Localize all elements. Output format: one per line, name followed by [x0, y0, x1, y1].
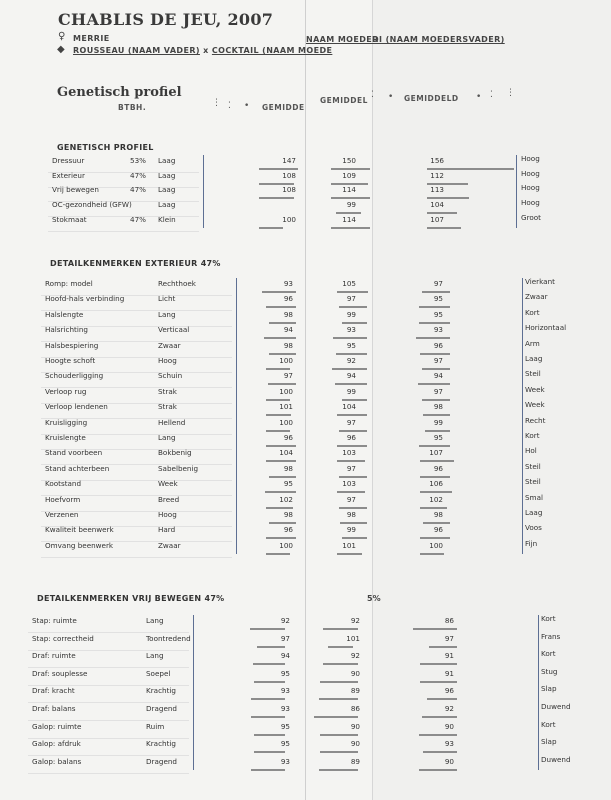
col-header-btbh: BTBH.	[118, 103, 147, 112]
scale-high-label: Kort	[525, 307, 540, 317]
scale-axis-left	[203, 155, 204, 228]
value-bar	[266, 460, 296, 462]
dam-link[interactable]: COCKTAIL (NAAM MOEDE	[211, 46, 333, 55]
value-bar	[259, 197, 294, 199]
value-bar	[266, 306, 296, 308]
scale-low-label: Hoog	[158, 510, 177, 519]
value-bar	[254, 681, 285, 683]
scale-low-label: Toontredend	[146, 633, 191, 643]
value-bar	[420, 353, 450, 355]
trait-label: Kootstand	[45, 479, 82, 489]
value-bar	[320, 681, 358, 683]
fold-line	[305, 0, 306, 800]
value-bar	[262, 291, 296, 293]
section-title-vrij-bewegen: DETAILKENMERKEN VRIJ BEWEGEN 47%	[37, 594, 225, 603]
value-bar	[266, 553, 290, 555]
value-bar	[419, 445, 450, 447]
section-title-fragment: 5%	[367, 594, 381, 603]
scale-high-label: Smal	[525, 492, 543, 502]
value-bar	[419, 306, 450, 308]
value-bar	[259, 168, 298, 170]
trait-label: Stap: correctheid	[32, 633, 94, 643]
scale-high-label: Groot	[521, 212, 541, 222]
scale-high-label: Hoog	[521, 154, 540, 163]
value-bar	[416, 337, 450, 339]
scale-low-label: Strak	[158, 386, 177, 396]
value-bar	[420, 663, 457, 665]
scale-low-label: Soepel	[146, 668, 171, 678]
trait-label: Draf: kracht	[32, 686, 75, 696]
scale-high-label: Recht	[525, 415, 546, 425]
value-bar	[333, 337, 367, 339]
scale-low-label: Zwaar	[158, 340, 181, 350]
scale-high-label: Vierkant	[525, 277, 555, 286]
scale-high-label: Hoog	[521, 183, 540, 193]
value-bar	[266, 399, 290, 401]
reliability-percent: 47%	[130, 185, 146, 195]
section-title-exterieur: DETAILKENMERKEN EXTERIEUR 47%	[50, 259, 221, 268]
trait-label: Kruislengte	[45, 433, 86, 442]
trait-label: Halslengte	[45, 309, 84, 319]
value-bar	[427, 212, 457, 214]
col-header-gemiddeld-1: GEMIDDE	[262, 103, 305, 112]
value-bar	[314, 716, 358, 718]
trait-label: Galop: balans	[32, 756, 82, 766]
scale-high-label: Duwend	[541, 702, 571, 711]
trait-label: Halsbespiering	[45, 340, 99, 350]
value-bar	[251, 716, 285, 718]
value-bar	[419, 734, 457, 736]
value-bar	[265, 491, 296, 493]
scale-low-label: Bokbenig	[158, 448, 192, 458]
trait-label: Exterieur	[52, 170, 85, 180]
scale-high-label: Kort	[541, 719, 556, 729]
value-bar	[323, 663, 358, 665]
scale-low-label: Hard	[158, 525, 176, 535]
page-title: CHABLIS DE JEU, 2007	[58, 10, 274, 29]
trait-label: Verloop lendenen	[45, 402, 108, 412]
drag-handle-icon[interactable]: ⋮	[506, 88, 515, 98]
bullet-icon: •	[388, 92, 394, 102]
value-bar	[319, 769, 358, 771]
col-header-gemiddeld-2: GEMIDDEL	[320, 96, 368, 105]
scale-low-label: Klein	[158, 214, 176, 224]
col-header-gemiddeld-3: GEMIDDELD	[404, 94, 459, 103]
reliability-percent: 47%	[130, 214, 146, 224]
trait-label: Draf: ruimte	[32, 651, 76, 661]
scale-high-label: Kort	[541, 614, 556, 623]
scale-high-label: Steil	[525, 461, 541, 471]
trait-label: Dressuur	[52, 156, 85, 165]
value-bar	[422, 716, 457, 718]
scale-high-label: Slap	[541, 684, 557, 694]
value-bar	[266, 430, 290, 432]
trait-label: Draf: souplesse	[32, 668, 88, 678]
value-bar	[254, 751, 285, 753]
value-bar	[423, 522, 450, 524]
scale-high-label: Steil	[525, 369, 541, 379]
scale-high-label: Frans	[541, 631, 561, 641]
row-divider	[28, 773, 189, 774]
trait-label: Romp: model	[45, 279, 93, 288]
value-bar	[269, 353, 296, 355]
drag-handle-icon[interactable]: ⁚	[371, 90, 374, 100]
scale-low-label: Krachtig	[146, 686, 176, 696]
value-bar	[339, 306, 367, 308]
scale-low-label: Laag	[158, 156, 176, 165]
scale-axis-right	[522, 278, 523, 554]
scale-axis-left	[236, 278, 237, 554]
scale-low-label: Lang	[146, 616, 164, 625]
drag-handle-icon[interactable]: ⁚	[490, 90, 493, 100]
trait-label: Vrij bewegen	[52, 185, 99, 195]
value-bar	[254, 734, 285, 736]
value-bar	[269, 522, 296, 524]
value-bar	[337, 460, 365, 462]
value-bar	[251, 698, 285, 700]
scale-low-label: Zwaar	[158, 540, 181, 550]
scale-axis-right	[538, 615, 539, 770]
scale-low-label: Laag	[158, 200, 176, 210]
scale-high-label: Arm	[525, 338, 540, 348]
scale-high-label: Hoog	[521, 198, 540, 208]
value-bar	[339, 507, 367, 509]
value-bar	[423, 751, 457, 753]
trait-label: Stap: ruimte	[32, 616, 77, 625]
gender-label: MERRIE	[73, 34, 110, 43]
value-bar	[420, 491, 452, 493]
value-bar	[422, 399, 450, 401]
value-bar	[337, 553, 362, 555]
scale-high-label: Hoog	[521, 168, 540, 178]
scale-low-label: Laag	[158, 185, 176, 195]
value-bar	[342, 399, 367, 401]
value-bar	[320, 734, 358, 736]
damsire-label: DI (NAAM MOEDERSVADER)	[372, 35, 505, 44]
trait-label: Stand voorbeen	[45, 448, 103, 458]
value-bar	[319, 698, 358, 700]
value-bar	[342, 322, 367, 324]
value-bar	[427, 168, 514, 170]
fold-line	[372, 0, 373, 800]
value-bar	[266, 507, 293, 509]
document-sheet: CHABLIS DE JEU, 2007 ♀ MERRIE ◆ ROUSSEAU (NAAM VADER) x COCKTAIL (NAAM MOEDE NAAM MOEDER DI (NAAM MOEDERSVADER) Genetisch profiel BTBH. ⋮ ⁚ • GEMIDDE GEMIDDEL ⁚ • GEMIDDELD • ⁚ ⋮ GENETISCH PROFIEL DETAILKENMERKEN EXTERIEUR 47% DETAILKENMERKEN VRIJ BEWEGEN 47% 5% Dressuur 53% Laag Hoog 147 150 156 Exterieur 47% Laag Hoog 108 109 112 Vrij bewegen 47% Laag Hoog 108 114 113 OC-gezondheid (GFW) Laag Hoog 99 104 Stokmaat 47% Klein Groot 100 114 107 Romp: model Rechthoek Vierkant 93 105 97 Hoofd-hals verbinding Licht Zwaar 96 97 95 Halslengte Lang Kort 98 99 95 Halsrichting Verticaal Horizontaal 94 93 93 Halsbespiering Zwaar Arm 98 95 96 Hoogte schoft Hoog Laag 100 92 97 Schouderligging Schuin Steil 97 94 94 Verloop rug Strak Week 100 99 97 Verloop lendenen Strak Week 101 104 98 Kruisligging Hellend Recht 100 97 99 Kruislengte Lang Kort 96 96 95 Stand voorbeen Bokbenig Hol 104 103 107 Stand achterbeen Sabelbenig Steil 98 97 96 Kootstand Week Steil 95 103 106 Hoefvorm Breed Smal 102 97 102 Verzenen Hoog Laag 98 98 98 Kwaliteit beenwerk Hard Voos 96 99 96 Omvang beenwerk Zwaar Fijn 100 101 100 Stap: ruimte Lang Kort 92 92 86 Stap: correctheid Toontredend Frans 97 101 97 Draf: ruimte Lang Kort 94 92 91 Draf: souplesse Soepel Stug 95 90 91 Draf: kracht Krachtig Slap 93 89 96 Draf: balans Dragend Duwend 93 86 92 Galop: ruimte Ruim Kort 95 90 90 Galop: afdruk Krachtig Slap 95 90 93 Galop: balans Dragend Duwend 93 89 90	[0, 0, 611, 800]
value-bar	[337, 491, 365, 493]
scale-low-label: Laag	[158, 170, 176, 180]
scale-high-label: Kort	[541, 649, 556, 659]
trait-label: Stand achterbeen	[45, 463, 110, 473]
scale-low-label: Lang	[146, 651, 164, 661]
scale-high-label: Slap	[541, 737, 557, 747]
scale-low-label: Krachtig	[146, 739, 176, 749]
value-bar	[269, 476, 296, 478]
value-bar	[266, 414, 291, 416]
value-bar	[427, 698, 457, 700]
scale-high-label: Voos	[525, 523, 542, 533]
scale-high-label: Laag	[525, 354, 543, 363]
value-bar	[266, 537, 296, 539]
value-bar	[266, 445, 296, 447]
scale-axis-right	[516, 155, 517, 228]
trait-label: Hoofd-hals verbinding	[45, 294, 125, 304]
scale-low-label: Ruim	[146, 721, 165, 731]
value-bar	[336, 353, 367, 355]
value-bar	[339, 476, 367, 478]
value-bar	[340, 522, 367, 524]
drag-handle-icon[interactable]: ⁚	[228, 101, 231, 111]
scale-high-label: Hol	[525, 446, 537, 456]
value-bar	[335, 383, 367, 385]
scale-high-label: Steil	[525, 477, 541, 487]
scale-high-label: Stug	[541, 666, 558, 676]
value-bar	[427, 227, 461, 229]
scale-low-label: Dragend	[146, 756, 177, 766]
scale-low-label: Strak	[158, 402, 177, 412]
value-bar	[257, 646, 285, 648]
value-bar	[332, 368, 367, 370]
trait-label: Galop: afdruk	[32, 739, 81, 749]
trait-label: Hoogte schoft	[45, 356, 96, 365]
dam-name-continued: NAAM MOEDER	[306, 35, 379, 44]
trait-label: Galop: ruimte	[32, 721, 82, 731]
value-bar	[422, 291, 450, 293]
value-bar	[328, 646, 353, 648]
value-bar	[420, 460, 454, 462]
value-bar	[425, 430, 450, 432]
trait-label: Kwaliteit beenwerk	[45, 525, 114, 535]
trait-label: Schouderligging	[45, 371, 104, 381]
trait-label: Draf: balans	[32, 704, 76, 713]
scale-low-label: Week	[158, 479, 178, 489]
bullet-icon: •	[476, 92, 482, 102]
drag-handle-icon[interactable]: ⋮	[212, 98, 221, 108]
value-bar	[253, 663, 285, 665]
value-bar	[423, 414, 450, 416]
scale-high-label: Laag	[525, 508, 543, 517]
genetic-profile-heading: Genetisch profiel	[57, 85, 182, 100]
trait-label: Halsrichting	[45, 325, 88, 335]
reliability-percent: 53%	[130, 156, 146, 165]
value-bar	[420, 681, 457, 683]
scale-high-label: Week	[525, 384, 545, 394]
value-bar	[429, 646, 457, 648]
value-bar	[251, 769, 285, 771]
trait-label: Hoefvorm	[45, 494, 81, 504]
cross-symbol: x	[203, 46, 209, 55]
value-bar	[259, 227, 283, 229]
scale-high-label: Week	[525, 400, 545, 410]
value-bar	[420, 537, 450, 539]
bullet-icon: •	[244, 101, 250, 111]
value-bar	[413, 628, 457, 630]
value-bar	[419, 322, 450, 324]
scale-low-label: Verticaal	[158, 325, 190, 335]
tag-icon: ◆	[57, 44, 65, 55]
scale-high-label: Horizontaal	[525, 323, 567, 333]
scale-low-label: Lang	[158, 309, 176, 319]
scale-high-label: Kort	[525, 431, 540, 440]
value-bar	[337, 414, 367, 416]
value-bar	[339, 430, 367, 432]
pedigree-line	[73, 46, 332, 55]
sire-link[interactable]: ROUSSEAU (NAAM VADER)	[73, 46, 200, 55]
value-bar	[331, 227, 370, 229]
trait-label: Kruisligging	[45, 417, 88, 427]
value-bar	[420, 476, 450, 478]
value-bar	[250, 628, 285, 630]
scale-low-label: Lang	[158, 433, 176, 442]
scale-low-label: Rechthoek	[158, 279, 196, 288]
value-bar	[331, 168, 370, 170]
value-bar	[420, 553, 444, 555]
scale-low-label: Sabelbenig	[158, 463, 199, 473]
trait-label: Verzenen	[45, 510, 79, 519]
scale-low-label: Hoog	[158, 356, 177, 365]
scale-low-label: Dragend	[146, 704, 177, 713]
value-bar	[266, 368, 290, 370]
reliability-percent: 47%	[130, 170, 146, 180]
scale-low-label: Licht	[158, 294, 176, 304]
value-bar	[323, 628, 358, 630]
value-bar	[336, 212, 361, 214]
scale-axis-left	[193, 615, 194, 770]
scale-high-label: Duwend	[541, 754, 571, 764]
row-divider	[41, 557, 232, 558]
value-bar	[419, 769, 457, 771]
scale-high-label: Fijn	[525, 538, 538, 548]
fold-shade	[372, 0, 611, 800]
row-divider	[48, 231, 199, 232]
trait-label: Stokmaat	[52, 214, 87, 224]
female-icon: ♀	[58, 31, 66, 42]
value-bar	[342, 537, 367, 539]
trait-label: OC-gezondheid (GFW)	[52, 200, 132, 210]
value-bar	[264, 337, 296, 339]
trait-label: Omvang beenwerk	[45, 540, 114, 550]
value-bar	[320, 751, 358, 753]
value-bar	[268, 383, 296, 385]
section-title-genetic-profile: GENETISCH PROFIEL	[57, 143, 154, 152]
value-bar	[337, 291, 368, 293]
value-bar	[269, 322, 296, 324]
scale-high-label: Zwaar	[525, 292, 548, 302]
value-bar	[422, 368, 450, 370]
scale-low-label: Schuin	[158, 371, 183, 381]
scale-low-label: Hellend	[158, 417, 186, 427]
trait-label: Verloop rug	[45, 386, 87, 396]
scale-low-label: Breed	[158, 494, 180, 504]
